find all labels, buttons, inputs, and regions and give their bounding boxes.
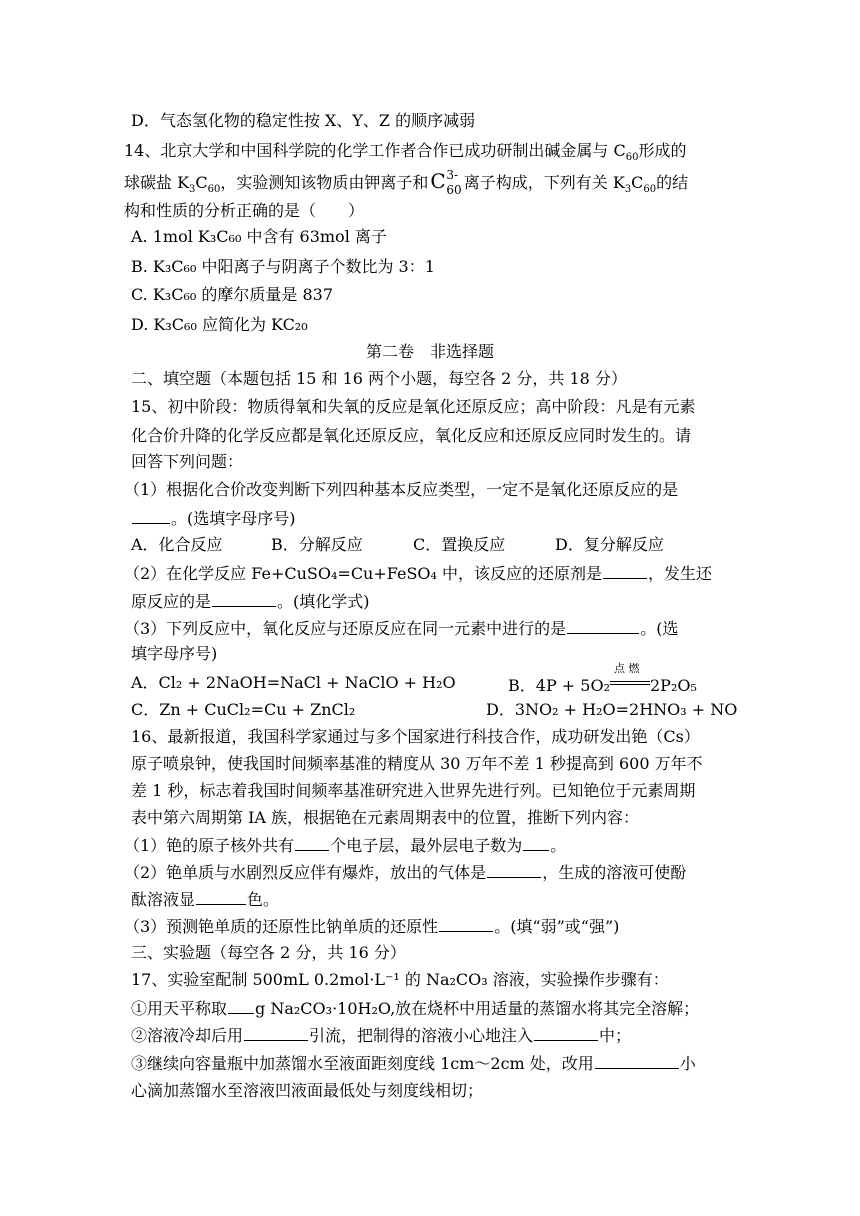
q15-1-option-c: C．置换反应 (413, 535, 506, 554)
q14-stem-text: 球碳盐 K (124, 173, 190, 192)
q15-3-text: （3）下列反应中，氧化反应与还原反应在同一元素中进行的是 (124, 619, 567, 638)
q17-stem: 17、实验室配制 500mL 0.2mol·L⁻¹ 的 Na₂CO₃ 溶液，实验操作步骤有： (131, 970, 669, 989)
q14-option-c: C. K₃C₆₀ 的摩尔质量是 837 (131, 285, 333, 304)
ion-subscript: 60 (446, 183, 462, 197)
q17-step3-line2: 心滴加蒸馏水至溶液凹液面最低处与刻度线相切； (131, 1081, 484, 1100)
q15-1-line1: （1）根据化合价改变判断下列四种基本反应类型，一定不是氧化还原反应的是 (124, 480, 679, 499)
answer-blank[interactable] (534, 1025, 598, 1041)
subscript: 3 (189, 184, 196, 196)
answer-blank[interactable] (487, 862, 541, 878)
q16-3-line (124, 916, 724, 937)
answer-blank[interactable] (132, 508, 170, 524)
q14-stem-line2 (124, 168, 724, 197)
q15-2-text: （2）在化学反应 Fe+CuSO₄=Cu+FeSO₄ 中，该反应的还原剂是 (124, 564, 603, 583)
q15-3-line2: 填字母序号) (131, 644, 218, 663)
section2-heading: 二、填空题（本题包括 15 和 16 两个小题，每空各 2 分，共 18 分） (131, 369, 627, 388)
q15-3-line1 (124, 618, 724, 639)
q17-step-text: ①用天平称取 (131, 999, 228, 1018)
q15-2-hint: 。(填化学式) (277, 592, 370, 611)
q15-1-line2 (131, 508, 731, 529)
reaction-right: 2P₂O₅ (650, 676, 697, 695)
q16-2-text: 酞溶液显 (131, 890, 196, 909)
q15-1-option-a: A．化合反应 (131, 535, 223, 554)
q16-1-text: 。 (550, 836, 567, 855)
answer-blank[interactable] (567, 618, 639, 634)
answer-blank[interactable] (212, 591, 276, 607)
answer-blank[interactable] (603, 563, 647, 579)
q15-1-option-d: D．复分解反应 (555, 535, 664, 554)
q15-2-text: 原反应的是 (131, 592, 212, 611)
q17-step-text: 中； (599, 1026, 632, 1045)
q16-stem-line4: 表中第六周期第 IA 族，根据铯在元素周期表中的位置，推断下列内容： (131, 808, 640, 827)
reaction-left: B．4P + 5O₂ (508, 676, 610, 695)
q15-3-option-b (508, 662, 697, 696)
answer-blank[interactable] (228, 998, 254, 1014)
answer-blank[interactable] (595, 1053, 679, 1069)
q17-step1 (131, 998, 731, 1019)
q16-1-text: （1）铯的原子核外共有 (124, 836, 295, 855)
section3-heading: 三、实验题（每空各 2 分，共 16 分） (131, 943, 406, 962)
q16-stem-line1: 16、最新报道，我国科学家通过与多个国家进行科技合作，成功研发出铯（Cs） (131, 727, 700, 746)
q15-2-text: ，发生还 (648, 564, 713, 583)
q14-stem-tail: 的结 (656, 173, 689, 192)
fulleride-ion (430, 168, 462, 197)
q15-1-option-b: B．分解反应 (271, 535, 363, 554)
q16-stem-line3: 差 1 秒，标志着我国时间频率基准研究进入世界先进行列。已知铯位于元素周期 (131, 781, 696, 800)
q16-2-text: 色。 (247, 890, 280, 909)
q17-step3-line1 (131, 1053, 731, 1074)
answer-blank[interactable] (523, 835, 549, 851)
q14-stem-line3: 构和性质的分析正确的是（ ） (124, 201, 365, 220)
q16-2-text: （2）铯单质与水剧烈反应伴有爆炸，放出的气体是 (124, 863, 487, 882)
q14-option-d: D. K₃C₆₀ 应简化为 KC₂₀ (131, 315, 308, 334)
q14-stem-text: 离子构成，下列有关 K (463, 173, 625, 192)
q13-option-d: D．气态氢化物的稳定性按 X、Y、Z 的顺序减弱 (131, 111, 476, 130)
q16-2-line2 (131, 889, 731, 910)
subscript: 60 (625, 152, 639, 164)
q15-stem-line3: 回答下列问题： (131, 452, 244, 471)
q16-3-text: 。(填“弱”或“强”) (494, 917, 620, 936)
part2-title: 第二卷 非选择题 (365, 342, 494, 361)
q16-2-text: ，生成的溶液可使酚 (542, 863, 687, 882)
q17-step-text: ③继续向容量瓶中加蒸馏水至液面距刻度线 1cm～2cm 处，改用 (131, 1054, 594, 1073)
reaction-condition: 点 燃 (614, 662, 640, 675)
q15-3-option-a: A．Cl₂ + 2NaOH=NaCl + NaClO + H₂O (131, 673, 456, 692)
q16-1-text: 个电子层，最外层电子数为 (330, 836, 523, 855)
answer-blank[interactable] (439, 916, 493, 932)
q16-stem-line2: 原子喷泉钟，使我国时间频率基准的精度从 30 万年不差 1 秒提高到 600 万年不 (131, 754, 703, 773)
q14-option-a: A. 1mol K₃C₆₀ 中含有 63mol 离子 (131, 227, 387, 246)
q15-stem-line1: 15、初中阶段：物质得氧和失氧的反应是氧化还原反应；高中阶段：凡是有元素 (131, 397, 696, 416)
formula-part: C (631, 173, 644, 192)
q15-3-option-d: D．3NO₂ + H₂O=2HNO₃ + NO (486, 700, 738, 719)
subscript: 3 (624, 184, 632, 196)
formula-part: C (195, 173, 208, 192)
q15-2-line1 (124, 563, 724, 584)
q15-1-hint: 。(选填字母序号) (171, 509, 296, 528)
answer-blank[interactable] (244, 1025, 308, 1041)
ignition-arrow (610, 662, 650, 691)
q14-option-b: B. K₃C₆₀ 中阳离子与阴离子个数比为 3：1 (131, 257, 435, 276)
subscript: 60 (207, 184, 221, 196)
subscript: 60 (643, 184, 657, 196)
q15-2-line2 (131, 591, 731, 612)
q14-stem-tail: 形成的 (638, 141, 687, 160)
q15-3-text: 。(选 (640, 619, 679, 638)
q17-step-text: 引流，把制得的溶液小心地注入 (309, 1026, 534, 1045)
q14-stem-line1 (124, 141, 724, 164)
ion-charge: 3- (446, 168, 459, 182)
q15-3-option-c: C．Zn + CuCl₂=Cu + ZnCl₂ (131, 700, 356, 719)
q17-step2 (131, 1025, 731, 1046)
answer-blank[interactable] (196, 889, 246, 905)
q17-step-text: g Na₂CO₃·10H₂O,放在烧杯中用适量的蒸馏水将其完全溶解； (255, 999, 700, 1018)
q17-step-text: 小 (679, 1054, 696, 1073)
q15-stem-line2: 化合价升降的化学反应都是氧化还原反应，氧化反应和还原反应同时发生的。请 (131, 426, 692, 445)
q16-3-text: （3）预测铯单质的还原性比钠单质的还原性 (124, 917, 439, 936)
q14-stem-text: 14、北京大学和中国科学院的化学工作者合作已成功研制出碱金属与 C (124, 141, 626, 160)
ion-symbol: C (430, 169, 446, 193)
q14-stem-text: ，实验测知该物质由钾离子和 (220, 173, 429, 192)
q16-2-line1 (124, 862, 724, 883)
q17-step-text: ②溶液冷却后用 (131, 1026, 244, 1045)
q16-1-line (124, 835, 724, 856)
answer-blank[interactable] (295, 835, 329, 851)
